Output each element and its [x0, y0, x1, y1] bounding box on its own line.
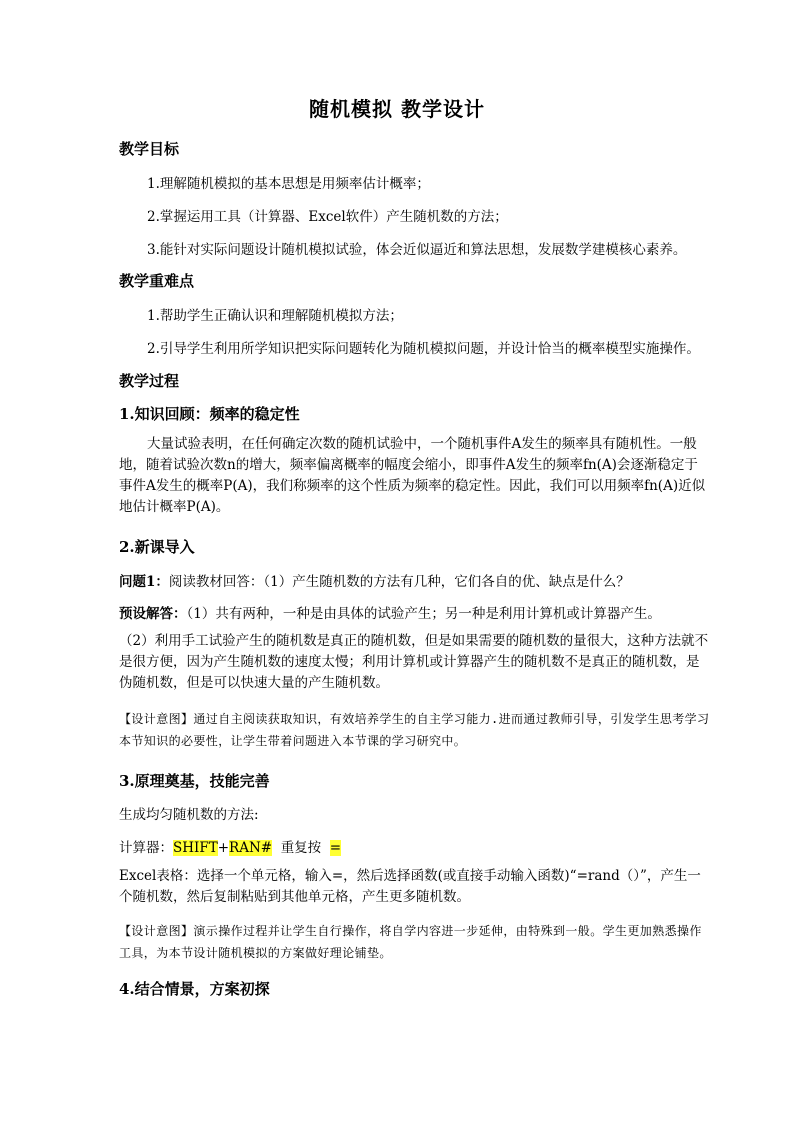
difficulty-item-2: 2.引导学生利用所学知识把实际问题转化为随机模拟问题，并设计恰当的概率模型实施操作。: [147, 341, 700, 357]
answer-part-2: （2）利用手工试验产生的随机数是真正的随机数，但是如果需要的随机数的量很大，这种方法就不是很方便，因为产生随机数的速度太慢；利用计算机或计算器产生的随机数不是真正的随机数，是伪随机数，但是可以快速大量的产生随机数。: [119, 633, 709, 691]
design-note-1: 【设计意图】通过自主阅读获取知识，有效培养学生的自主学习能力.进而通过教师引导，引发学生思考学习本节知识的必要性，让学生带着问题进入本节课的学习研究中。: [119, 712, 710, 748]
heading-difficulties: 教学重难点: [119, 272, 195, 290]
ran-key: RAN#: [229, 840, 273, 856]
answer-label: 预设解答：: [119, 606, 187, 622]
heading-section-1: 1.知识回顾：频率的稳定性: [119, 405, 300, 423]
goal-item-1: 1.理解随机模拟的基本思想是用频率估计概率；: [147, 176, 430, 192]
shift-key: SHIFT: [173, 840, 218, 856]
heading-goals: 教学目标: [119, 140, 180, 158]
goal-item-2: 2.掌握运用工具（计算器、Excel软件）产生随机数的方法；: [147, 209, 508, 225]
goal-item-3: 3.能针对实际问题设计随机模拟试验，体会近似逼近和算法思想，发展数学建模核心素养。: [147, 242, 687, 258]
heading-section-2: 2.新课导入: [119, 538, 195, 556]
question-text: 阅读教材回答：（1）产生随机数的方法有几种，它们各自的优、缺点是什么？: [168, 574, 630, 590]
uniform-random-intro: 生成均匀随机数的方法:: [119, 807, 259, 823]
repeat-label: 重复按: [280, 840, 322, 856]
excel-instructions: Excel表格：选择一个单元格，输入=，然后选择函数(或直接手动输入函数)“=rand（）”，产生一个随机数，然后复制粘贴到其他单元格，产生更多随机数。: [119, 868, 701, 905]
heading-section-4: 4.结合情景，方案初探: [119, 980, 270, 998]
question-label: 问题1：: [119, 574, 169, 590]
answer-text: （1）共有两种，一种是由具体的试验产生；另一种是利用计算机或计算器产生。: [186, 606, 661, 622]
page-title: 随机模拟 教学设计: [309, 97, 485, 121]
equals-key: =: [329, 840, 342, 856]
section-1-body: 大量试验表明，在任何确定次数的随机试验中，一个随机事件A发生的频率具有随机性。一般地，随着试验次数n的增大，频率偏离概率的幅度会缩小，即事件A发生的频率fn(A)会逐渐稳定于事件A发生的概率P(A)，我们称频率的这个性质为频率的稳定性。因此，我们可以用频率fn(A)近似地估计概率P(A)。: [119, 436, 706, 515]
preset-answer: [119, 602, 661, 622]
question-1: [119, 570, 630, 590]
heading-section-3: 3.原理奠基，技能完善: [119, 772, 270, 790]
calculator-line: [119, 836, 341, 856]
calculator-label: 计算器：: [119, 840, 173, 856]
plus-sign: +: [217, 840, 230, 856]
heading-process: 教学过程: [119, 372, 180, 390]
difficulty-item-1: 1.帮助学生正确认识和理解随机模拟方法；: [147, 308, 403, 324]
design-note-2: 【设计意图】演示操作过程并让学生自行操作，将自学内容进一步延伸，由特殊到一般。学生更加熟悉操作工具，为本节设计随机模拟的方案做好理论铺垫。: [119, 924, 702, 960]
